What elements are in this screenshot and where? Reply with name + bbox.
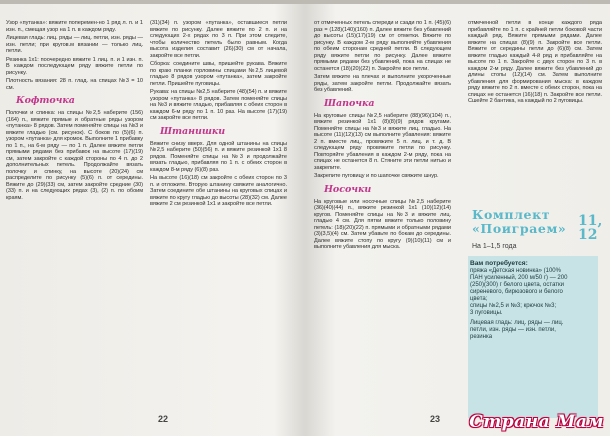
body-paragraph: Сборка: соедините швы, пришейте рукава. Вяжите по краю планки горловины спицами №2,5 лицевой гладью 8 рядов узором «путанка», затем закройте петли. Пришейте пуговицы. (150, 61, 287, 87)
materials-item: спицы №2,5 и №3; крючок №3; (470, 303, 557, 309)
body-paragraph: Вяжите снизу вверх. Для одной штанины на спицы №2,5 наберите (50)(56) п. и вяжите резинкой 1х1 8 рядов. Поменяйте спицы на №3 и продолжайте вязать гладью, прибавляя по 1 п. с обеих сторон в каждом 8-м ряду (6)(8) раз. (150, 140, 287, 173)
section-heading-hat: Шапочка (324, 97, 375, 109)
body-paragraph: Полочки и спинка: на спицы №2,5 наберите (156)(164) п., вяжите прямые и обратные ряды узором «путанка» 8 рядов. Затем поменяйте спицы на №3 и вяжите гладью (см. рисунок). С боков по (5)(6) п. узором «путанка» для кромок. Выполните 1 прибавку по 1 п., на 6-м ряду — по 1 п. Далее вяжите петли прямыми рядами без прибавок на высоте (17)(19) см, затем закройте с каждой стороны по 4 п. до 2 дополнительных петель. Продолжайте вязать полочку и спинку, на высоте (20)(24) см распределите по рисунку (5)(6) п. от середины. Вяжите до (29)(33) см, затем закройте средние (30)(33) п. и на следующих рядах (3), (2) п. по обоим краям. (6, 110, 143, 201)
kit-number: 11, 12 (578, 213, 603, 243)
body-paragraph: отмеченной петли в конце каждого ряда прибавляйте по 1 п. с крайней петли боковой части каждый ряд. Вяжите прямыми рядами. Далее вяжите на спицах (8)(9) п. Закройте все петли. Вяжите от середины петли до (6)(8) см. Затем вяжите гладью каждый 4-й ряд и прибавляйте на высоте по 1 п. Закройте с двух сторон по 3 п. в каждом 2-м ряду. Далее вяжите без убавлений до длины стопы (12)(14) см. Затем выполните убавления для формирования мыска: в каждом ряду вяжите по 2 п. вместе с обеих сторон, пока на спицах не останется (16)(18) п. Закройте все петли. Сшейте 2 бантика, на каждый по 2 пуговицы. (468, 20, 602, 104)
right-page (310, 0, 610, 436)
intro-paragraph: Плотность вязания: 28 п. глад. на спицах №3 = 10 см. (6, 78, 143, 91)
materials-item: пряжа «Детская новинка» (100% ПАН усиленный, 200 м/50 г) — 200 (250)(300) г белого цвета, остатки сиреневого, бирюзового и белого цвета; (470, 268, 568, 302)
body-paragraph: Затем вяжите на плечах и выполните укороченные ряды, затем закройте петли. Продолжайте вязать без убавлений. (314, 74, 451, 93)
left-column-2 (150, 20, 287, 210)
watermark-logo: Страна Мам (469, 412, 604, 432)
right-column-2 (468, 20, 602, 206)
body-paragraph: На высоте (16)(18) см закройте с обеих сторон по 3 п. и отложите. Вторую штанину свяжите аналогично. Затем соедините обе штанины на круговых спицах и вяжите по кругу гладью до высоты (28)(32) см. Далее вяжите 2 см резинкой 1х1 и закройте все петли. (150, 175, 287, 207)
kit-title: Комплект «Поиграем» (472, 207, 567, 236)
body-paragraph: Рукава: на спицы №2,5 наберите (48)(54) п. и вяжите узором «путанка» 8 рядов. Затем поменяйте спицы на №3 и вяжите гладью, прибавляя с обеих сторон в каждом 6-м ряду по 1 п. 10 раз. На высоте (17)(19) см закройте все петли. (150, 89, 287, 121)
materials-text (470, 260, 570, 341)
intro-paragraph: Лицевая гладь: лиц. ряды — лиц. петли, изн. ряды — изн. петли; при кругов.м вязании — только лиц. петли. (6, 35, 143, 54)
section-heading-blouse: Кофточка (16, 95, 75, 106)
body-paragraph: (31)(34) п. узором «путанка», оставшиеся петли вяжите по рисунку. Далее вяжите по 2 п. и на следующих 2-х рядах по 3 п. При этом следите, чтобы количество петель было равным. Когда высота изделия составит (26)(30) см от начала, закройте все петли. (150, 20, 287, 59)
section-heading-pants: Штанишки (160, 125, 226, 137)
materials-item: 3 пуговицы. (470, 310, 503, 316)
right-column-1 (314, 20, 451, 253)
body-paragraph: На круговые спицы №2,5 наберите (88)(96)(104) п., вяжите резинкой 1х1 (8)(8)(9) рядов кругами. Поменяйте спицы на №3 и вяжите лиц. гладью. На высоте (11)(12)(13) см выполните убавления: вяжите 2 п. вместе лиц., провяжите 5 п. лиц. и т. д. В следующем ряду провяжите петли по рисунку. Повторяйте убавления в каждом 2-м ряду, пока на спицах не останется 8 п. Стяните эти петли нитью и закрепите. (314, 112, 451, 171)
body-paragraph: На круговые или носочные спицы №2,5 наберите (36)(40)(44) п., вяжите резинкой 1х1 (10)(12)(14) кругов. Поменяйте спицы на №3 и вяжите лиц. гладью 4 см. Для пятки вяжите только половину петель: (18)(20)(22) п. прямыми и обратными рядами (3)(3,5)(4) см. Затем убавьте по бокам до середины. Далее вяжите стопу по кругу (9)(10)(11) см и выполните убавления для мыска. (314, 198, 451, 250)
body-paragraph: от отмеченных петель спереди и сзади по 1 п. (45)(6) раз = (128)(140)(160) п. Далее вяжите без убавлений до высоты (15)(17)(19) см от отметки. Вяжите по рисунку. В каждом 2-м ряду выполняйте убавления по обеим сторонам средней петли. В следующем ряду вяжите петли по рисунку. Далее вяжите прямыми рядами без убавлений, пока на спицах не останется (18)(20)(22) п. Закройте все петли. (314, 20, 451, 72)
page-number-left: 22 (158, 414, 169, 424)
kit-age: На 1–1,5 года (472, 243, 517, 250)
page-number-right: 23 (430, 414, 441, 424)
materials-heading: Вам потребуется: (470, 260, 528, 267)
section-heading-socks: Носочки (324, 183, 372, 195)
stitch-note: Лицевая гладь: лиц. ряды — лиц. петли, изн. ряды — изн. петли, резинка (470, 320, 564, 340)
left-page (0, 0, 302, 436)
intro-paragraph: Узор «путанка»: вяжите поперемен-но 1 ряд л. п. и 1 изн. п., смещая узор на 1 п. в каждом ряду. (6, 20, 143, 33)
left-column-1 (6, 20, 143, 203)
body-paragraph: Закрепите пуговицу и по шапочке свяжите шнур. (314, 173, 439, 179)
intro-paragraph: Резинка 1х1: поочередно вяжите 1 лиц. п. и 1 изн. п. В каждом последующем ряду вяжите петли по рисунку. (6, 56, 143, 76)
